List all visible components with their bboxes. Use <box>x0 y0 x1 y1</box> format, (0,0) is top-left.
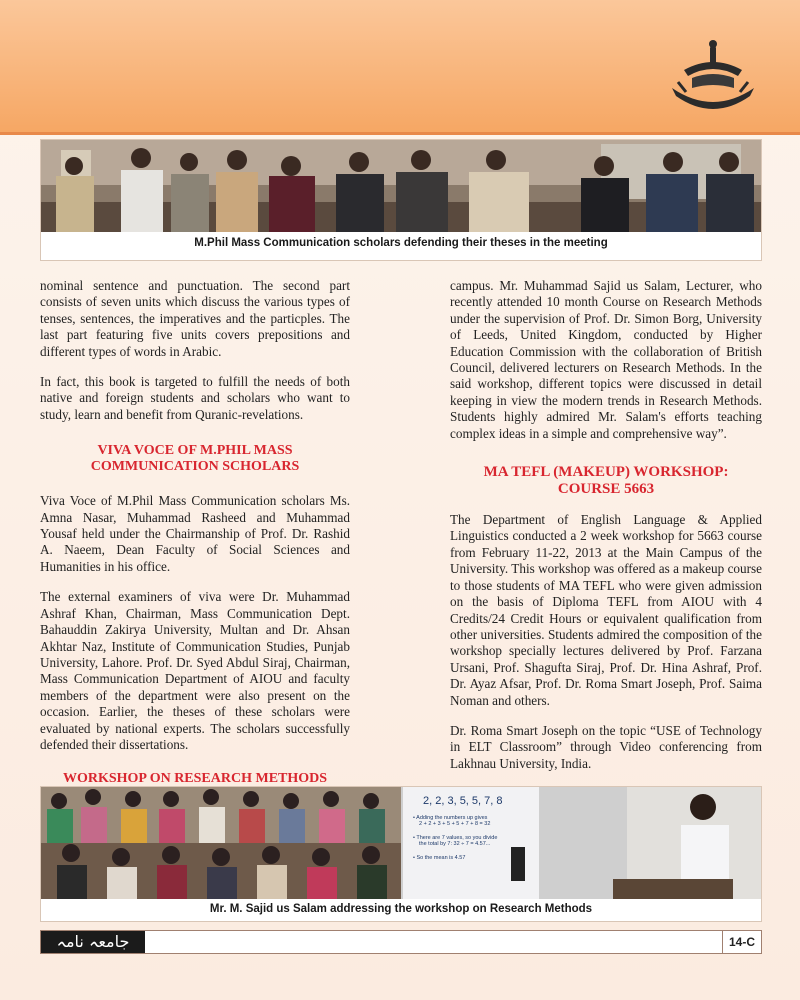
slide-text <box>413 795 543 861</box>
tefl-heading-line-2: COURSE 5663 <box>557 481 655 498</box>
top-photo-frame <box>40 139 762 261</box>
left-paragraph-2: In fact, this book is targeted to fulfill the needs of both native and foreign students and scholars who want to study, learn and benefit from Quranic-revelations. <box>40 374 350 422</box>
slide-line-5: the total by 7: 32 ÷ 7 = 4.57... <box>419 841 491 847</box>
slide-line-3: 2 + 2 + 3 + 5 + 5 + 7 + 8 = 32 <box>419 821 491 827</box>
right-paragraph-3: Dr. Roma Smart Joseph on the topic “USE of Technology in ELT Classroom” through Video conferencing from Lakhnau University, India. <box>450 722 762 771</box>
bottom-photo-frame <box>40 786 762 922</box>
viva-voce-heading-line-1: VIVA VOCE OF M.PHIL MASS <box>97 443 293 459</box>
top-photo-caption: M.Phil Mass Communication scholars defending their theses in the meeting <box>194 237 608 249</box>
slide-line-2: • Adding the numbers up gives <box>413 815 488 821</box>
right-column <box>450 278 762 786</box>
meeting-photo <box>41 140 761 232</box>
magazine-name: جامعہ نامہ <box>41 931 145 953</box>
bottom-photo-caption: Mr. M. Sajid us Salam addressing the workshop on Research Methods <box>209 903 593 915</box>
slide-line-6: • So the mean is 4.57 <box>413 855 466 861</box>
right-paragraph-1: campus. Mr. Muhammad Sajid us Salam, Lecturer, who recently attended 10 month Course on Research Methods under the supervision of Prof. Dr. Simon Borg, University of Leeds, United Kingdom, conducted by Higher Education Commission with the collaboration of British Council, delivered lecturers on Research Methods. In the said workshop, different topics were discussed in detail keeping in view the modern trends in Research Methods. Students highly admired Mr. Salam's efforts teaching complex ideas in a simple and comprehensive way”. <box>450 278 762 441</box>
workshop-photo <box>41 787 761 899</box>
left-column <box>40 278 350 836</box>
right-paragraph-2: The Department of English Language & Applied Linguistics conducted a 2 week workshop for 5663 course from February 11-22, 2013 at the Main Campus of the University. This workshop was offered as a makeup course to those students of MA TEFL who were given admission on the basis of Diploma TEFL from AIOU with 4 Credits/24 Credit Hours or equivalent qualification from other universities. Students admired the composition of the workshop specially lectures delivered by Prof. Farzana Ursani, Prof. Shagufta Siraj, Prof. Dr. Hina Ashraf, Prof. Dr. Ayaz Afsar, Prof. Dr. Roma Smart Joseph, Prof. Saima Noman and others. <box>450 512 762 708</box>
tefl-workshop-heading <box>450 464 762 498</box>
viva-voce-heading-line-2: COMMUNICATION SCHOLARS <box>90 459 300 475</box>
viva-voce-heading <box>40 443 350 475</box>
slide-line-1: 2, 2, 3, 5, 5, 7, 8 <box>423 795 503 807</box>
left-paragraph-4: The external examiners of viva were Dr. Muhammad Ashraf Khan, Chairman, Mass Communication Dept. Bahauddin Zakirya University, Multan and Dr. Ahsan Akhtar Naz, Institute of Communication Studies, Punjab University, Lahore. Prof. Dr. Syed Abdul Siraj, Chairman, Mass Communication Department of AIOU and faculty members of the department were also present on the occasion. Earlier, the theses of these scholars were evaluated by national experts. The scholars successfully defended their dissertations. <box>40 589 350 752</box>
university-logo-icon <box>664 36 762 116</box>
header-divider <box>0 132 800 135</box>
footer-bar <box>40 930 762 954</box>
left-paragraph-3: Viva Voce of M.Phil Mass Communication scholars Ms. Amna Nasar, Muhammad Rasheed and Muhammad Yousaf held under the Chairmanship of Prof. Dr. Rashid A. Naeem, Dean Faculty of Social Sciences and Humanities in his office. <box>40 493 350 574</box>
left-paragraph-1: nominal sentence and punctuation. The second part consists of seven units which discuss the various types of tenses, sentences, the imperatives and the particples. The last part featuring five units covers prepositions and different types of words in Arabic. <box>40 278 350 359</box>
page-number: 14-C <box>722 931 761 953</box>
workshop-heading: WORKSHOP ON RESEARCH METHODS <box>62 771 328 787</box>
tefl-heading-line-1: MA TEFL (MAKEUP) WORKSHOP: <box>483 464 729 481</box>
slide-line-4: • There are 7 values, so you divide <box>413 835 498 841</box>
